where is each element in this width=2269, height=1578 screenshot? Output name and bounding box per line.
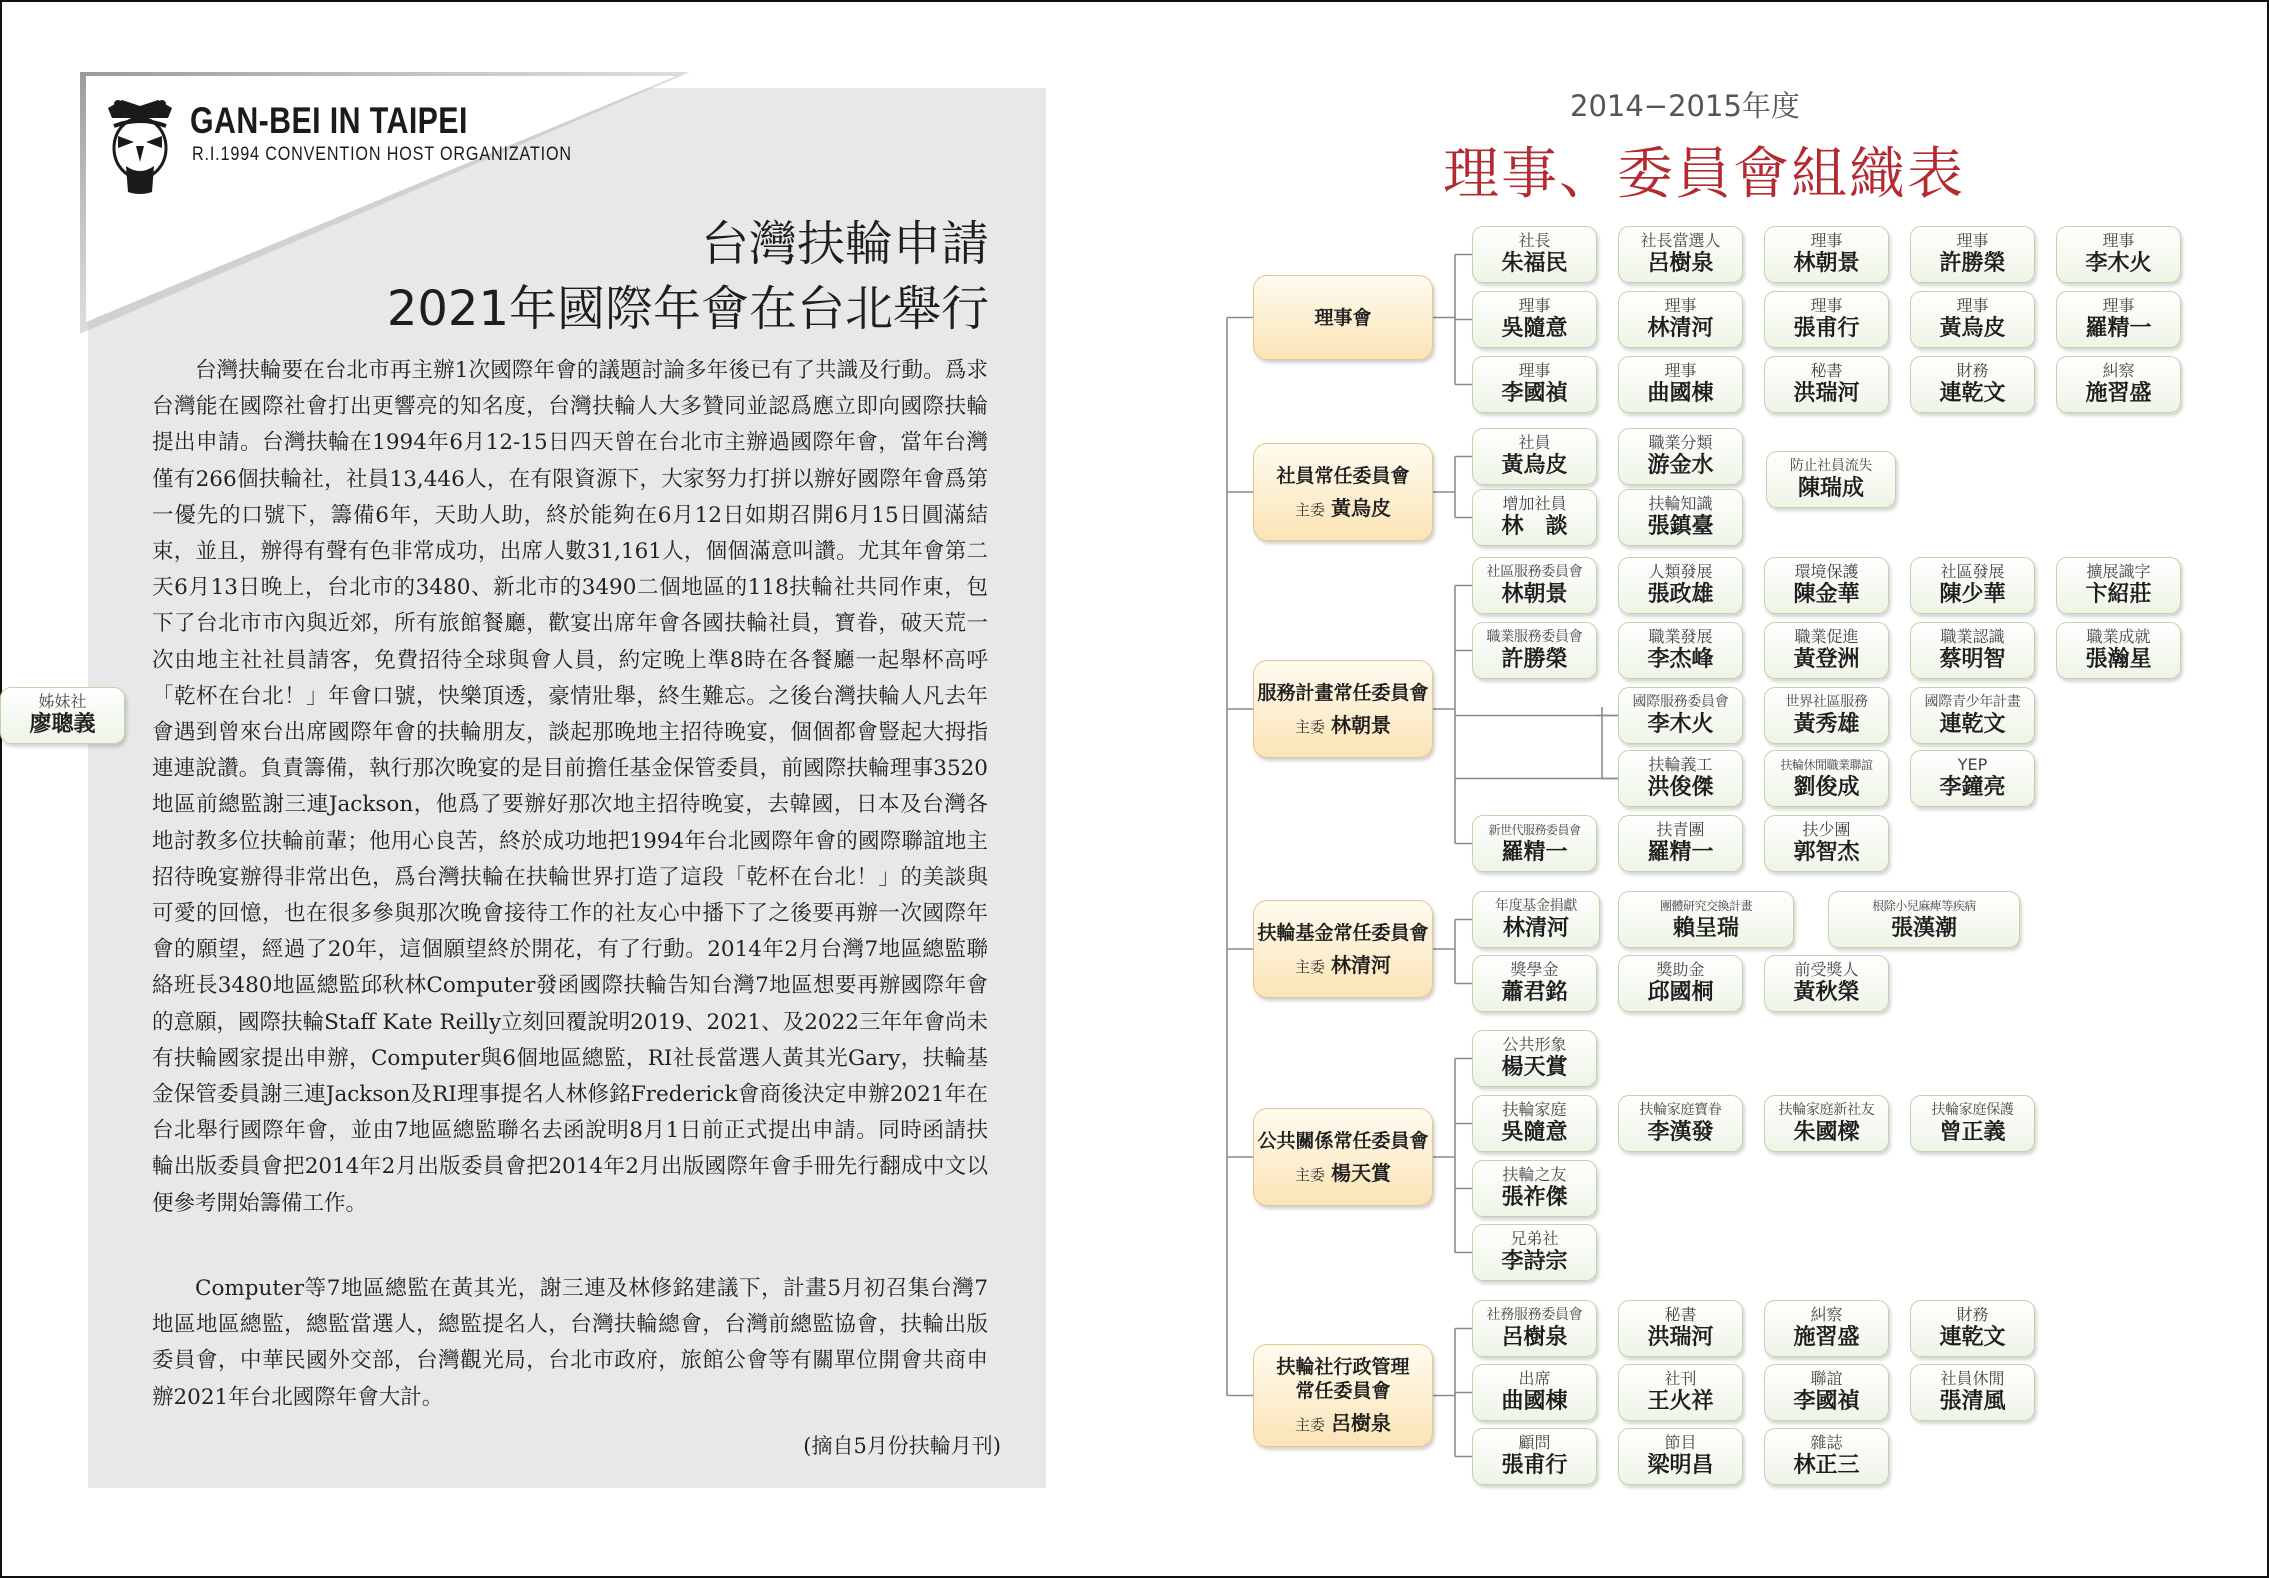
member-role: 出席 <box>1518 1369 1551 1388</box>
logo-title: GAN-BEI IN TAIPEI <box>190 100 468 141</box>
member-role: 理事 <box>2102 296 2135 315</box>
member-box <box>1764 955 1889 1012</box>
member-box <box>2056 622 2181 679</box>
member-role: 扶輪知識 <box>1648 494 1713 513</box>
member-name: 李木火 <box>2085 251 2152 276</box>
member-name: 張瀚星 <box>2085 647 2152 672</box>
member-box <box>2056 291 2181 348</box>
member-role: 職業發展 <box>1648 627 1713 646</box>
member-role: 獎學金 <box>1510 960 1559 979</box>
member-role: 扶少團 <box>1802 820 1851 839</box>
member-name: 曲國棟 <box>1501 1389 1568 1414</box>
member-name: 林正三 <box>1793 1453 1860 1478</box>
member-box <box>1472 226 1597 283</box>
member-role: 糾察 <box>1810 1305 1843 1324</box>
member-box <box>1618 226 1743 283</box>
member-box <box>1472 489 1597 546</box>
member-name: 黃登洲 <box>1793 647 1860 672</box>
member-name: 連乾文 <box>1939 1325 2006 1350</box>
member-role: 職業分類 <box>1648 433 1713 452</box>
member-name: 曾正義 <box>1939 1120 2006 1145</box>
member-name: 張甫行 <box>1501 1453 1568 1478</box>
committee-name: 扶輪社行政管理 <box>1276 1356 1410 1378</box>
member-role: 理事 <box>2102 231 2135 250</box>
member-box <box>1764 1095 1889 1152</box>
member-name: 張清風 <box>1939 1389 2006 1414</box>
chair-label: 主委 <box>1294 500 1325 519</box>
member-role: 理事 <box>1810 296 1843 315</box>
member-box <box>1828 891 2020 948</box>
member-name: 陳瑞成 <box>1797 476 1864 501</box>
member-box <box>1910 226 2035 283</box>
member-name: 林清河 <box>1502 916 1569 941</box>
member-role: 理事 <box>1518 361 1551 380</box>
member-name: 陳金華 <box>1793 582 1860 607</box>
member-name: 張鎮臺 <box>1647 514 1714 539</box>
member-box <box>1618 750 1743 807</box>
member-role: 社員休閒 <box>1940 1369 2005 1388</box>
member-box <box>1764 750 1889 807</box>
member-box <box>1472 557 1597 614</box>
member-role: 公共形象 <box>1502 1035 1567 1054</box>
member-box <box>1618 815 1743 872</box>
member-box <box>1764 1428 1889 1485</box>
member-name: 李國禎 <box>1501 381 1568 406</box>
member-name: 張政雄 <box>1647 582 1714 607</box>
member-box <box>1618 1300 1743 1357</box>
member-role: 環境保護 <box>1794 562 1859 581</box>
member-role: 顧問 <box>1518 1433 1551 1452</box>
member-name: 曲國棟 <box>1647 381 1714 406</box>
committee-name: 理事會 <box>1314 306 1372 329</box>
member-role: 獎助金 <box>1656 960 1705 979</box>
member-role: 社區服務委員會 <box>1486 564 1583 580</box>
member-role: 國際青少年計畫 <box>1924 694 2021 710</box>
member-box <box>1472 1364 1597 1421</box>
member-name: 許勝榮 <box>1939 251 2006 276</box>
member-box <box>1764 1300 1889 1357</box>
member-box <box>1472 622 1597 679</box>
member-name: 吳隨意 <box>1501 1120 1568 1145</box>
member-name: 施習盛 <box>2085 381 2152 406</box>
member-box <box>1910 291 2035 348</box>
member-box <box>1472 428 1597 485</box>
member-box <box>1472 291 1597 348</box>
member-role: 職業促進 <box>1794 627 1859 646</box>
member-role: 國際服務委員會 <box>1632 694 1729 710</box>
member-role: 社員 <box>1518 433 1551 452</box>
member-box <box>1910 1364 2035 1421</box>
member-box <box>1764 557 1889 614</box>
member-role: 前受獎人 <box>1794 960 1859 979</box>
member-role: 理事 <box>1518 296 1551 315</box>
committee-chair <box>1295 709 1391 738</box>
org-chart-title: 理事、委員會組織表 <box>1443 142 1965 207</box>
member-role: 扶輪家庭 <box>1502 1100 1567 1119</box>
member-name: 林朝景 <box>1501 582 1568 607</box>
member-name: 吳隨意 <box>1501 316 1568 341</box>
member-box <box>1618 687 1743 744</box>
member-name: 黃秀雄 <box>1793 712 1860 737</box>
member-name: 郭智杰 <box>1793 840 1860 865</box>
committee-name: 服務計畫常任委員會 <box>1257 681 1429 704</box>
committee-name: 公共關係常任委員會 <box>1257 1129 1429 1152</box>
member-box <box>1764 356 1889 413</box>
member-box <box>1472 1030 1597 1087</box>
member-role: 職業認識 <box>1940 627 2005 646</box>
member-name: 羅精一 <box>1647 840 1714 865</box>
member-role: 姊妹社 <box>38 692 87 711</box>
member-role: 節目 <box>1664 1433 1697 1452</box>
member-box <box>2056 226 2181 283</box>
member-name: 李詩宗 <box>1501 1249 1568 1274</box>
chair-name: 林清河 <box>1331 952 1391 977</box>
member-role: 社務服務委員會 <box>1486 1307 1583 1323</box>
member-role: 新世代服務委員會 <box>1488 823 1581 837</box>
member-role: 秘書 <box>1664 1305 1697 1324</box>
committee-chair <box>1295 492 1391 521</box>
member-role: 防止社員流失 <box>1789 458 1873 474</box>
member-name: 卞紹莊 <box>2085 582 2152 607</box>
member-role: YEP <box>1957 755 1988 774</box>
member-role: 財務 <box>1956 1305 1989 1324</box>
member-name: 李木火 <box>1647 712 1714 737</box>
committee-chair <box>1295 949 1391 978</box>
member-box <box>1472 891 1600 948</box>
member-box <box>1618 428 1743 485</box>
article-headline-line1: 台灣扶輪申請 <box>700 216 989 272</box>
member-name: 邱國桐 <box>1647 980 1714 1005</box>
member-box <box>2056 356 2181 413</box>
member-role: 扶輪家庭保護 <box>1931 1102 2014 1118</box>
member-name: 洪瑞河 <box>1793 381 1860 406</box>
member-box <box>1618 955 1743 1012</box>
member-role: 雜誌 <box>1810 1433 1843 1452</box>
member-role: 擴展識字 <box>2086 562 2151 581</box>
member-box <box>1472 1300 1597 1357</box>
member-box <box>1618 891 1794 948</box>
member-role: 財務 <box>1956 361 1989 380</box>
member-name: 林清河 <box>1647 316 1714 341</box>
member-name: 朱國樑 <box>1793 1120 1860 1145</box>
member-role: 兄弟社 <box>1510 1229 1559 1248</box>
member-name: 蔡明智 <box>1939 647 2006 672</box>
member-role: 扶青團 <box>1656 820 1705 839</box>
member-name: 洪俊傑 <box>1647 775 1714 800</box>
committee-name: 扶輪基金常任委員會 <box>1257 921 1429 944</box>
member-role: 社區發展 <box>1940 562 2005 581</box>
member-role: 社長當選人 <box>1640 231 1721 250</box>
member-name: 連乾文 <box>1939 712 2006 737</box>
chair-label: 主委 <box>1294 717 1325 736</box>
member-name: 楊天賞 <box>1501 1055 1568 1080</box>
member-box <box>2056 557 2181 614</box>
member-role: 理事 <box>1956 231 1989 250</box>
committee-box <box>1253 1108 1433 1206</box>
article-headline-line2: 2021年國際年會在台北舉行 <box>386 281 989 337</box>
member-box <box>1910 1095 2035 1152</box>
member-role: 年度基金捐獻 <box>1494 898 1578 914</box>
member-box <box>1618 1095 1743 1152</box>
member-box <box>1910 557 2035 614</box>
member-name: 羅精一 <box>2085 316 2152 341</box>
member-name: 李漢發 <box>1647 1120 1714 1145</box>
member-box <box>1910 750 2035 807</box>
member-box <box>1472 1224 1597 1281</box>
member-name: 洪瑞河 <box>1647 1325 1714 1350</box>
member-name: 李杰峰 <box>1647 647 1714 672</box>
article-paragraph-2: Computer等7地區總監在黃其光，謝三連及林修銘建議下，計畫5月初召集台灣7地區地區總監，總監當選人，總監提名人，台灣扶輪總會，台灣前總監協會，扶輪出版委員會，中華民國外交部，台灣觀光局，台北市政府，旅館公會等有關單位開會共商申辦2021年台北國際年會大計。 <box>152 1276 988 1410</box>
member-role: 扶輪家庭寶眷 <box>1639 1102 1722 1118</box>
member-name: 呂樹泉 <box>1501 1325 1568 1350</box>
member-role: 扶輪義工 <box>1648 755 1713 774</box>
member-box <box>1764 1364 1889 1421</box>
member-name: 劉俊成 <box>1793 775 1860 800</box>
member-role: 職業服務委員會 <box>1486 629 1583 645</box>
member-name: 張甫行 <box>1793 316 1860 341</box>
chair-label: 主委 <box>1294 1416 1325 1434</box>
member-name: 黃秋榮 <box>1793 980 1860 1005</box>
member-box <box>1472 1095 1597 1152</box>
member-role: 根除小兒麻痺等疾病 <box>1872 899 1976 913</box>
chair-label: 主委 <box>1294 957 1325 976</box>
committee-box <box>1253 1344 1433 1447</box>
member-name: 羅精一 <box>1501 840 1568 865</box>
member-box <box>1472 1428 1597 1485</box>
member-role: 理事 <box>1810 231 1843 250</box>
member-box <box>1910 622 2035 679</box>
member-box <box>1618 291 1743 348</box>
member-box <box>1910 356 2035 413</box>
chair-name: 林朝景 <box>1331 712 1391 737</box>
member-box <box>1764 687 1889 744</box>
member-role: 糾察 <box>2102 361 2135 380</box>
member-role: 增加社員 <box>1502 494 1567 513</box>
member-role: 人類發展 <box>1648 562 1713 581</box>
member-box <box>1472 1160 1597 1217</box>
member-name: 梁明昌 <box>1647 1453 1714 1478</box>
member-name: 許勝榮 <box>1501 647 1568 672</box>
member-role: 團體研究交換計畫 <box>1659 899 1752 913</box>
chair-label: 主委 <box>1294 1165 1325 1184</box>
article-paragraph-1: 台灣扶輪要在台北市再主辦1次國際年會的議題討論多年後已有了共識及行動。爲求台灣能在國際社會打出更響亮的知名度，台灣扶輪人大多贊同並認爲應立即向國際扶輪提出申請。台灣扶輪在1994年6月12-15日四天曾在台北市主辦過國際年會，當年台灣僅有266個扶輪社，社員13,446人，在有限資源下，大家努力打拼以辦好國際年會爲第一優先的口號下，籌備6年，天助人助，終於能夠在6月12日如期召開6月15日圓滿結束，並且，辦得有聲有色非常成功，出席人數31,161人，個個滿意叫讚。尤其年會第二天6月13日晚上，台北市的3480、新北市的3490二個地區的118扶輪社共同作東，包下了台北市市內與近郊，所有旅館餐廳，歡宴出席年會各國扶輪社員，寶眷，破天荒一次由地主社社員請客，免費招待全球與會人員，約定晚上準8時在各餐廳一起舉杯高呼「乾杯在台北！」年會口號，快樂頂透，豪情壯舉，終生難忘。之後台灣扶輪人凡去年會遇到曾來台出席國際年會的扶輪朋友，談起那晚地主招待晚宴，個個都會豎起大拇指連連說讚。負責籌備，執行那次晚宴的是目前擔任基金保管委員，前國際扶輪理事3520地區前總監謝三連Jackson，他爲了要辦好那次地主招待晚宴，去韓國，日本及台灣各地討教多位扶輪前輩；他用心良苦，終於成功地把1994年台北國際年會的國際聯誼地主招待晚宴辦得非常出色，爲台灣扶輪在扶輪世界打造了這段「乾杯在台北！」的美談與可愛的回憶，也在很多參與那次晚會接待工作的社友心中播下了之後要再辦一次國際年會的願望，經過了20年，這個願望終於開花，有了行動。2014年2月台灣7地區總監聯絡班長3480地區總監邱秋林Computer發函國際扶輪告知台灣7地區想要再辦國際年會的意願，國際扶輪Staff Kate Reilly立刻回覆說明2019、2021、及2022三年年會尚未有扶輪國家提出申辦，Computer與6個地區總監，RI社長當選人黃其光Gary，扶輪基金保管委員謝三連Jackson及RI理事提名人林修銘Frederick會商後決定申辦2021年在台北舉行國際年會，並由7地區總監聯名去函說明8月1日前正式提出申請。同時函請扶輪出版委員會把2014年2月出版委員會把2014年2月出版國際年會手冊先行翻成中文以便參考開始籌備工作。 <box>152 358 988 1216</box>
org-chart-year: 2014−2015年度 <box>1570 89 1800 123</box>
member-name: 游金水 <box>1647 453 1714 478</box>
member-name: 王火祥 <box>1647 1389 1714 1414</box>
committee-name-line2: 常任委員會 <box>1295 1380 1391 1402</box>
member-role: 社刊 <box>1664 1369 1697 1388</box>
member-box <box>1764 622 1889 679</box>
member-box <box>1618 489 1743 546</box>
article-source: (摘自5月份扶輪月刊) <box>803 1434 1001 1458</box>
member-role: 理事 <box>1664 361 1697 380</box>
member-box <box>1472 356 1597 413</box>
member-box <box>1472 815 1597 872</box>
member-box <box>1766 451 1896 508</box>
member-box <box>1764 291 1889 348</box>
member-box <box>1764 226 1889 283</box>
committee-box <box>1253 900 1433 998</box>
member-role: 理事 <box>1956 296 1989 315</box>
committee-box <box>1253 275 1433 360</box>
chair-name: 黃烏皮 <box>1331 495 1391 520</box>
member-role: 社長 <box>1518 231 1551 250</box>
member-name: 李國禎 <box>1793 1389 1860 1414</box>
member-name: 黃烏皮 <box>1939 316 2006 341</box>
member-name: 連乾文 <box>1939 381 2006 406</box>
member-box <box>1618 1428 1743 1485</box>
chair-name: 呂樹泉 <box>1331 1411 1391 1435</box>
member-box <box>1472 955 1597 1012</box>
committee-chair <box>1295 1407 1391 1436</box>
committee-name: 社員常任委員會 <box>1276 464 1410 487</box>
member-box <box>1910 687 2035 744</box>
member-box <box>1618 356 1743 413</box>
member-box <box>1618 1364 1743 1421</box>
member-name: 張漢潮 <box>1890 916 1957 941</box>
member-name: 林朝景 <box>1793 251 1860 276</box>
member-name: 林 談 <box>1501 514 1568 539</box>
member-role: 職業成就 <box>2086 627 2151 646</box>
member-name: 施習盛 <box>1793 1325 1860 1350</box>
member-name: 朱福民 <box>1501 251 1568 276</box>
member-name: 陳少華 <box>1939 582 2006 607</box>
member-role: 扶輪家庭新社友 <box>1778 1102 1875 1118</box>
member-box <box>1618 622 1743 679</box>
committee-box <box>1253 443 1433 541</box>
member-box <box>0 687 125 744</box>
member-box <box>1764 815 1889 872</box>
member-name: 呂樹泉 <box>1647 251 1714 276</box>
member-role: 扶輪之友 <box>1502 1165 1567 1184</box>
member-role: 聯誼 <box>1810 1369 1843 1388</box>
member-name: 賴呈瑞 <box>1672 916 1739 941</box>
member-box <box>1910 1300 2035 1357</box>
member-role: 秘書 <box>1810 361 1843 380</box>
member-name: 張祚傑 <box>1501 1185 1568 1210</box>
member-role: 扶輪休閒職業聯誼 <box>1780 758 1873 772</box>
member-name: 黃烏皮 <box>1501 453 1568 478</box>
member-name: 李鐘亮 <box>1939 775 2006 800</box>
member-role: 世界社區服務 <box>1785 694 1868 710</box>
member-box <box>1618 557 1743 614</box>
member-role: 理事 <box>1664 296 1697 315</box>
member-name: 廖聰義 <box>29 712 96 737</box>
member-name: 蕭君銘 <box>1501 980 1568 1005</box>
committee-chair <box>1295 1157 1391 1186</box>
logo-subtitle: R.I.1994 CONVENTION HOST ORGANIZATION <box>192 144 572 165</box>
chair-name: 楊天賞 <box>1331 1160 1391 1185</box>
committee-box <box>1253 660 1433 758</box>
